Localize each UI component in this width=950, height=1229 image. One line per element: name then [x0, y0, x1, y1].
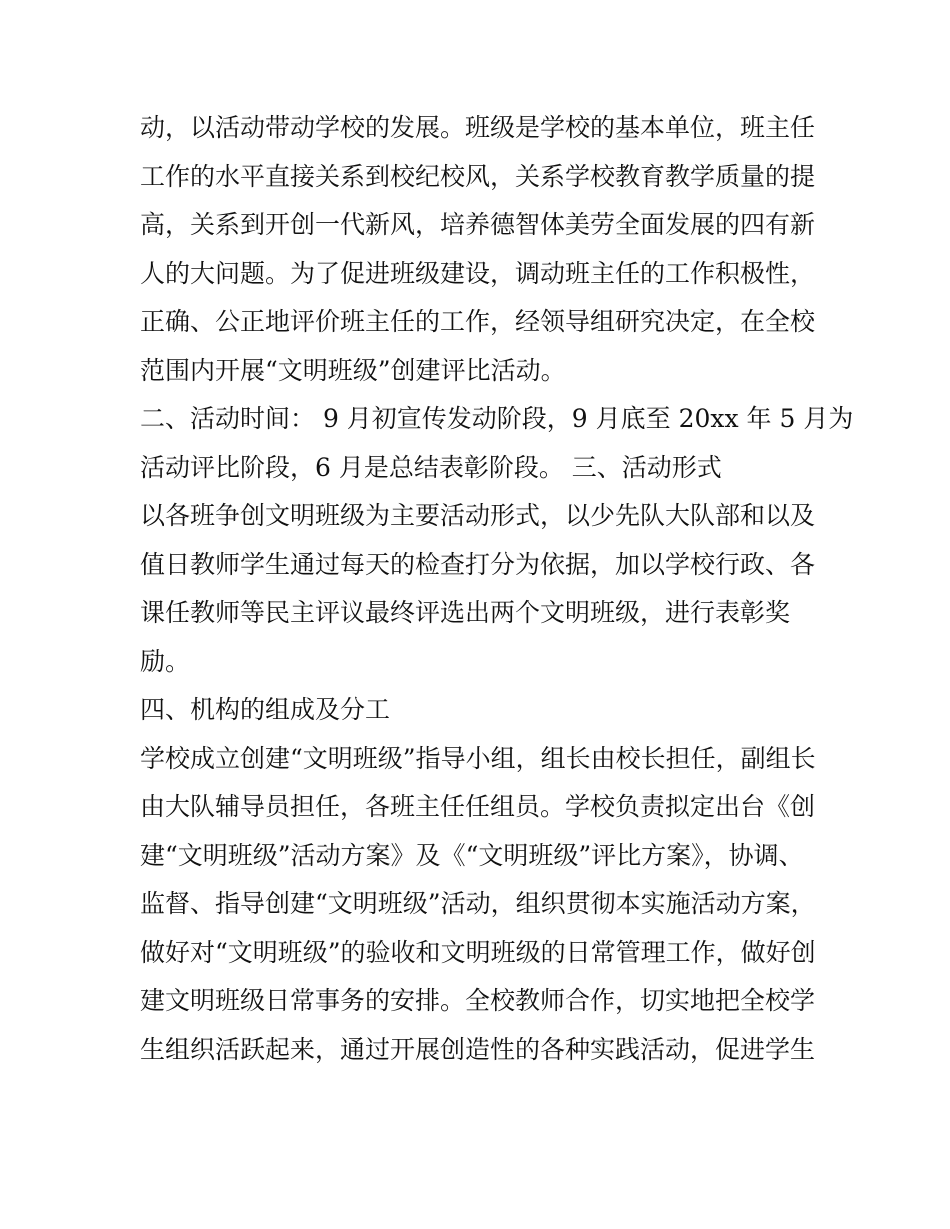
text-line: 做好对“文明班级”的验收和文明班级的日常管理工作，做好创 — [140, 937, 816, 967]
document-body — [140, 104, 854, 1074]
text-line: 范围内开展“文明班级”创建评比活动。 — [140, 355, 566, 385]
text-line: 建文明班级日常事务的安排。全校教师合作，切实地把全校学 — [140, 986, 816, 1015]
text-line: 励。 — [140, 646, 191, 676]
text-line: 课任教师等民主评议最终评选出两个文明班级，进行表彰奖 — [140, 598, 791, 627]
text-line: 高，关系到开创一代新风，培养德智体美劳全面发展的四有新 — [140, 210, 816, 239]
text-line: 监督、指导创建“文明班级”活动，组织贯彻本实施活动方案， — [140, 889, 816, 918]
text-line: 工作的水平直接关系到校纪校风，关系学校教育教学质量的提 — [140, 161, 816, 191]
text-line: 由大队辅导员担任，各班主任任组员。学校负责拟定出台《创 — [140, 792, 816, 821]
text-line: 生组织活跃起来，通过开展创造性的各种实践活动，促进学生 — [140, 1034, 816, 1064]
section-heading: 四、机构的组成及分工 — [140, 695, 391, 724]
text-line: 学校成立创建“文明班级”指导小组，组长由校长担任，副组长 — [140, 743, 816, 773]
text-line: 动，以活动带动学校的发展。班级是学校的基本单位，班主任 — [140, 113, 816, 142]
text-line: 值日教师学生通过每天的检查打分为依据，加以学校行政、各 — [140, 549, 816, 579]
text-line: 正确、公正地评价班主任的工作，经领导组研究决定，在全校 — [140, 307, 816, 336]
text-line: 二、活动时间： 9 月初宣传发动阶段，9 月底至 20xx 年 5 月为 — [140, 404, 854, 433]
text-line: 活动评比阶段，6 月是总结表彰阶段。 三、活动形式 — [140, 452, 722, 482]
text-line: 人的大问题。为了促进班级建设，调动班主任的工作积极性， — [140, 258, 816, 288]
text-line: 建“文明班级”活动方案》及《“文明班级”评比方案》，协调、 — [140, 840, 804, 870]
text-line: 以各班争创文明班级为主要活动形式，以少先队大队部和以及 — [140, 501, 816, 530]
